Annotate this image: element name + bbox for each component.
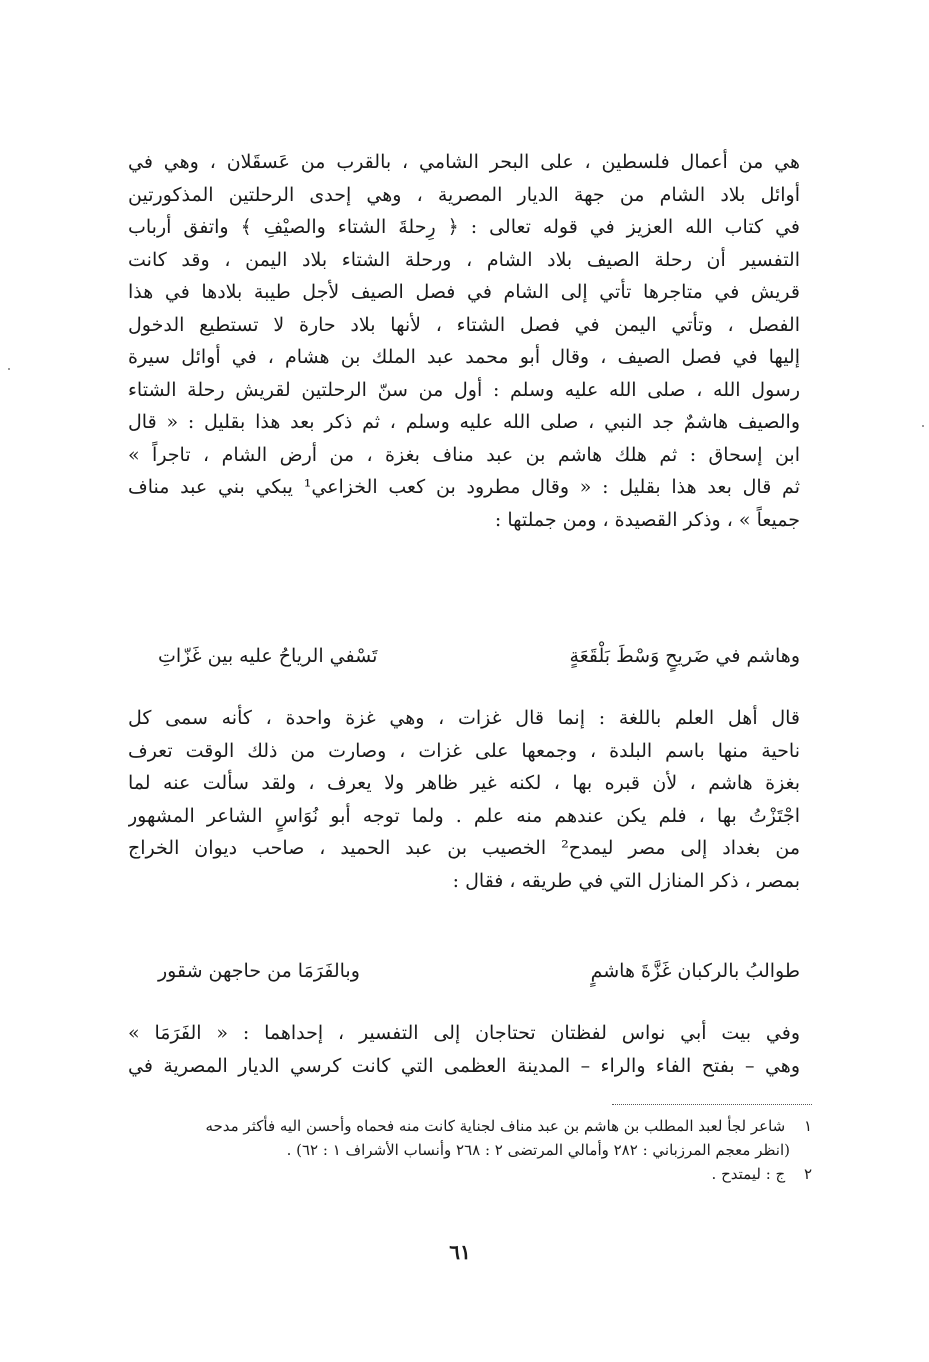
text-line: من بغداد إلى مصر ليمدح² الخصيب بن عبد الحميد ، صاحب ديوان الخراج	[128, 837, 800, 859]
text-line: ثم قال بعد هذا بقليل : « وقال مطرود بن كعب الخزاعي¹ يبكي بني عبد مناف	[128, 476, 800, 498]
paragraph-3	[128, 1017, 800, 1082]
verse-first-hemistich: وهاشم في ضَريحٍ وَسْطَ بَلْقَعَةٍ	[569, 645, 800, 667]
verse-second-hemistich: وبالفَرَمَا من حاجهن شقور	[158, 960, 360, 982]
text-line: الفصل ، وتأتي اليمن في فصل الشتاء ، لأنها بلاد حارة لا تستطيع الدخول	[128, 313, 800, 336]
verse-first-hemistich: طوالبُ بالركبان غَزَّةَ هاشمٍ	[590, 960, 800, 982]
footnote-number: ٢	[803, 1165, 812, 1183]
text-line: هي من أعمال فلسطين ، على البحر الشامي ، بالقرب من عَسقَلان ، وهي في	[128, 151, 800, 173]
scan-speck	[8, 368, 10, 370]
footnotes	[128, 1114, 812, 1186]
poem-verse-1	[128, 640, 800, 672]
page-number: ٦١	[449, 1240, 471, 1264]
text-line: اجْتَزْتُ بها ، فلم يكن عندهم منه علم . ولما توجه أبو نُوَاسٍ الشاعر المشهور	[128, 804, 800, 827]
footnote-text: شاعر لجأ لعبد المطلب بن هاشم بن عبد مناف لجناية كانت منه فحماه وأحسن اليه فأكثر مدحه	[205, 1117, 786, 1135]
text-line: جميعاً » ، وذكر القصيدة ، ومن جملتها :	[494, 508, 800, 531]
text-line: رسول الله ، صلى الله عليه وسلم : أول من سنّ الرحلتين لقريش رحلة الشتاء	[128, 378, 800, 401]
text-line: قريش في متاجرها تأتي إلى الشام في فصل الصيف لأجل طيبة بلادها في هذا	[128, 281, 800, 303]
paragraph-1	[128, 146, 800, 536]
text-line: في كتاب الله العزيز في قوله تعالى : ﴿ رِحلةَ الشتاء والصيْفِ ﴾ واتفق أرباب	[128, 216, 800, 238]
text-line: ناحية منها باسم البلدة ، وجمعها على غزات ، وصارت من ذلك الوقت تعرف	[128, 739, 800, 762]
footnote-separator	[612, 1104, 812, 1105]
paragraph-2	[128, 702, 800, 897]
text-line: والصيف هاشمٌ جد النبي ، صلى الله عليه وسلم ، ثم ذكر بعد هذا بقليل : « قال	[128, 411, 800, 433]
text-line: أوائل بلاد الشام من جهة الديار المصرية ، وهي إحدى الرحلتين المذكورتين	[128, 183, 800, 206]
text-line: التفسير أن رحلة الصيف بلاد الشام ، ورحلة الشتاء بلاد اليمن ، وقد كانت	[128, 248, 800, 271]
footnote-text: ج : ليمتدح .	[711, 1165, 786, 1183]
text-line: ابن إسحاق : ثم هلك هاشم بن عبد مناف بغزة ، من أرض الشام ، تاجراً »	[128, 443, 800, 466]
text-line: إليها في فصل الصيف ، وقال أبو محمد عبد الملك بن هشام ، في أوائل سيرة	[128, 346, 800, 368]
poem-verse-2	[128, 955, 800, 987]
text-line: وهي – بفتح الفاء والراء – المدينة العظمى التي كانت كرسي الديار المصرية في	[128, 1054, 800, 1077]
footnote-1	[128, 1114, 812, 1138]
verse-second-hemistich: تَسْفي الرياحُ عليه بين غَزّاتِ	[158, 645, 378, 667]
text-line: قال أهل العلم باللغة : إنما قال غزات ، وهي غزة واحدة ، كأنه سمى كل	[128, 707, 800, 729]
text-line: وفي بيت أبي نواس لفظتان تحتاجان إلى التفسير ، إحداهما : « الفَرَمَا »	[128, 1022, 800, 1044]
footnote-2	[128, 1162, 812, 1186]
footnote-1-continued	[128, 1138, 812, 1162]
text-line: بمصر ، ذكر المنازل التي في طريقه ، فقال :	[452, 869, 800, 892]
footnote-number: ١	[803, 1117, 812, 1135]
text-line: بغزة هاشم ، لأن قبره بها ، لكنه غير ظاهر ولا يعرف ، ولقد سألت عنه لما	[128, 772, 800, 794]
scan-speck	[922, 425, 924, 427]
footnote-text: (انظر معجم المرزباني : ٢٨٢ وأمالي المرتضى ٢ : ٢٦٨ وأنساب الأشراف ١ : ٦٢) .	[286, 1141, 790, 1159]
